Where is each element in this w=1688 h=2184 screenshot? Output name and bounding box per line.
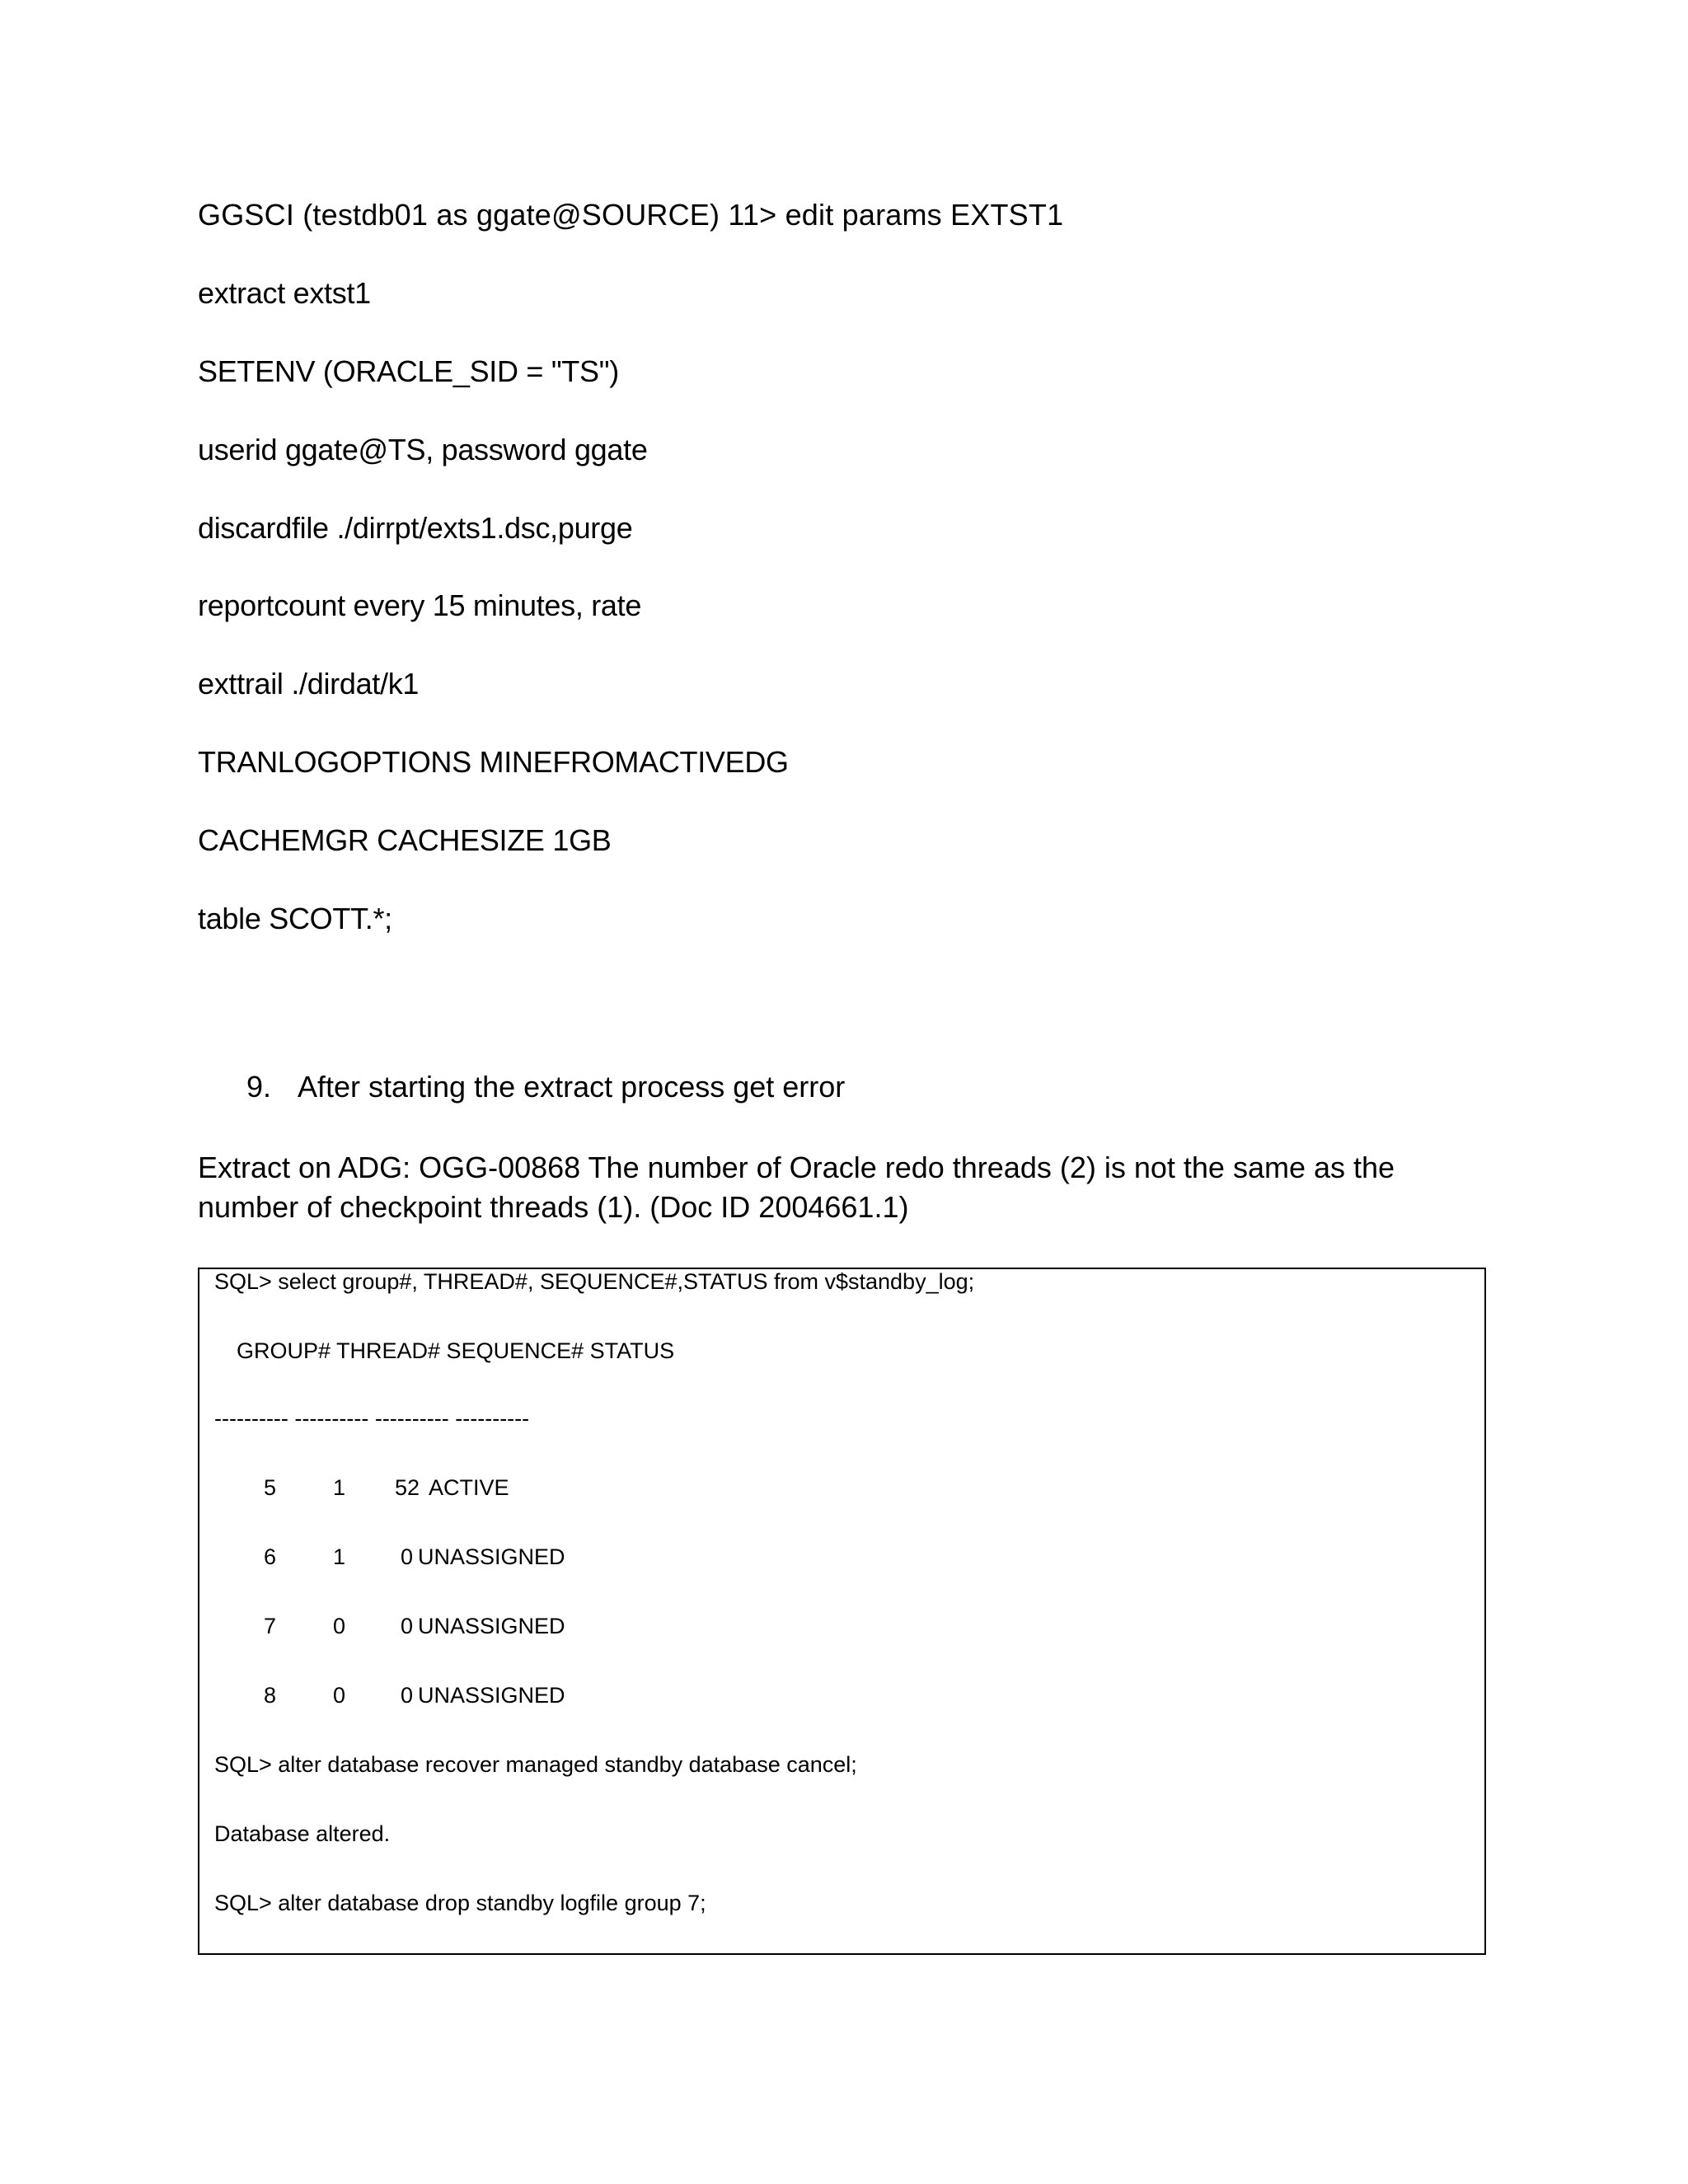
param-line: extract extst1 [198,276,371,310]
param-line: discardfile ./dirrpt/exts1.dsc,purge [198,511,633,545]
step-number: 9. [246,1070,272,1104]
error-line-1: Extract on ADG: OGG-00868 The number of Oracle redo threads (2) is not the same as the [198,1151,1395,1184]
row-group-cell: 8 [264,1683,277,1708]
row-group-cell: 7 [264,1614,277,1638]
param-line: table SCOTT.*; [198,902,392,935]
param-line: SETENV (ORACLE_SID = "TS") [198,354,619,388]
row-sequence-cell: 0 [401,1544,414,1569]
sql-header-line: GROUP# THREAD# SEQUENCE# STATUS [237,1338,675,1363]
param-line: reportcount every 15 minutes, rate [198,588,642,622]
sql-drop-line: SQL> alter database drop standby logfile group 7; [214,1891,706,1915]
row-group-cell: 5 [264,1475,277,1500]
step-text: After starting the extract process get error [298,1070,846,1104]
sql-output-box [198,1268,1486,1955]
row-status-cell: UNASSIGNED [418,1683,565,1708]
param-line: CACHEMGR CACHESIZE 1GB [198,823,612,857]
row-sequence-cell: 0 [401,1614,414,1638]
row-thread-cell: 1 [333,1475,346,1500]
row-status-cell: UNASSIGNED [418,1544,565,1569]
step-heading [246,1070,845,1104]
param-line: exttrail ./dirdat/k1 [198,667,420,701]
param-line: TRANLOGOPTIONS MINEFROMACTIVEDG [198,745,789,779]
error-paragraph [198,1148,1484,1227]
error-line-2: number of checkpoint threads (1). (Doc ID 2004661.1) [198,1190,909,1224]
row-sequence-cell: 0 [401,1683,414,1708]
param-line: userid ggate@TS, password ggate [198,433,648,466]
row-sequence-cell: 52 [395,1475,420,1500]
row-status-cell: UNASSIGNED [418,1614,565,1638]
sql-separator-line: ---------- ---------- ---------- ---------- [214,1406,530,1431]
row-thread-cell: 0 [333,1614,346,1638]
row-status-cell: ACTIVE [429,1475,509,1500]
row-group-cell: 6 [264,1544,277,1569]
ggsci-prompt-line: GGSCI (testdb01 as ggate@SOURCE) 11> edit params EXTST1 [198,198,1064,232]
row-thread-cell: 0 [333,1683,346,1708]
row-thread-cell: 1 [333,1544,346,1569]
sql-query-line: SQL> select group#, THREAD#, SEQUENCE#,STATUS from v$standby_log; [214,1269,975,1294]
sql-cancel-line: SQL> alter database recover managed standby database cancel; [214,1752,857,1777]
sql-altered-line: Database altered. [214,1821,391,1846]
